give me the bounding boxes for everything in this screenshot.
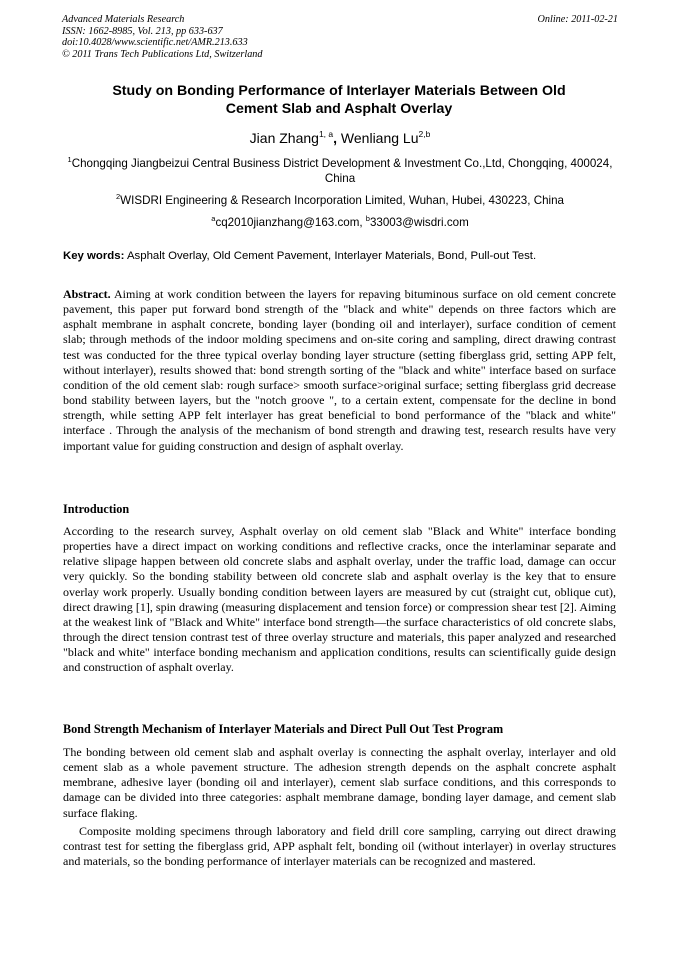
bond-strength-paragraph-2: Composite molding specimens through laboratory and field drill core sampling, carrying out direct drawing contrast test for setting the fiberglass grid, APP asphalt felt, bonding oil (without interlayer) in overlay structures and materials, so the bonding performance of interlayer materials can be recognized and mastered. [63,824,616,869]
keywords-label: Key words: [63,250,125,262]
paper-title [70,82,608,118]
author-2-affiliation-mark: 2,b [418,129,431,139]
author-1: Jian Zhang [249,130,319,146]
abstract [63,287,616,454]
section-heading-introduction: Introduction [63,502,130,516]
keywords-text: Asphalt Overlay, Old Cement Pavement, Interlayer Materials, Bond, Pull-out Test. [124,250,537,262]
affiliation-1-text: Chongqing Jiangbeizui Central Business District Development & Investment Co.,Ltd, Chongqing, 400024, China [71,157,613,186]
email-b-mark: b [365,214,370,223]
affiliation-2 [62,193,618,208]
author-emails [62,215,618,230]
journal-name: Advanced Materials Research [62,14,185,25]
abstract-text: Aiming at work condition between the layers for repaving bituminous surface on old cement concrete pavement, this paper put forward bond strength of the "black and white" depends on three factors which are asphalt membrane in asphalt concrete, bonding layer (bonding oil and interlayer), surface condition of cement slab; through methods of the indoor molding specimens and on-site coring and sampling, direct drawing contrast test was conducted for the three typical overlay bonding layer structure (setting fiberglass grid, setting APP felt, without interlayer), results showed that: bond strength sorting of the "black and white" interface based on surface condition of the old cement slab: rough surface> smooth surface>original surface; setting fiberglass grid decrease bond stability between layers, but the "notch groove ", to a certain extent, compensate for the decline in bond strength, while setting APP felt interlayer has great beneficial to bond performance of the "black and white" interface . Through the analysis of the mechanism of bond strength and drawing test, research results have very important value for guiding construction and design of asphalt overlay. [63,287,616,453]
bond-strength-paragraph-1: The bonding between old cement slab and asphalt overlay is connecting the asphalt overlay, interlayer and old cement slab as a whole pavement structure. The adhesion strength depends on the asphalt concrete asphalt membrane, adhesive layer (bonding oil and interlayer), cement slab surface conditions, and this corresponds to damage can be divided into three categories: asphalt membrane damage, bonding layer damage, and cement slab surface flaking. [63,745,616,820]
email-a-mark: a [211,214,216,223]
issn-line: ISSN: 1662-8985, Vol. 213, pp 633-637 [62,25,223,37]
introduction-paragraph: According to the research survey, Asphalt overlay on old cement slab "Black and White" interface bonding properties have a direct impact on working conditions and reflective cracks, once the interlaminar separate and relative slipage happen between old concrete slabs and asphalt overlay, under the traffic load, damage can occur very quickly. So the bonding stability between old concrete slab and asphalt overlay is the key that to ensure overlay work properly. Usually bonding condition between layers are measured by cut (straight cut, oblique cut), direct drawing [1], spin drawing (measuring displacement and tension force) or compression shear test [2]. Aiming at the weakest link of "Black and White" interface bond strength—the surface characteristics of old concrete slabs, through the direct tension contrast test of three overlay structure and materials, this paper analyzed and researched "black and white" interface bonding mechanism and application conditions, results can scientifically guide design and construction of asphalt overlay. [63,524,616,675]
abstract-label: Abstract. [63,287,111,301]
email-b: 33003@wisdri.com [369,216,469,229]
section-heading-bond-strength: Bond Strength Mechanism of Interlayer Materials and Direct Pull Out Test Program [63,722,504,736]
author-2: Wenliang Lu [340,130,419,146]
journal-header [62,14,618,60]
online-date: Online: 2011-02-21 [537,14,618,25]
affiliation-2-text: WISDRI Engineering & Research Incorporation Limited, Wuhan, Hubei, 430223, China [120,194,564,207]
affiliation-1 [62,156,618,187]
title-line-1: Study on Bonding Performance of Interlayer Materials Between Old [112,83,566,99]
email-a: cq2010jianzhang@163.com, [215,216,366,229]
keywords [63,249,619,264]
copyright-line: © 2011 Trans Tech Publications Ltd, Switzerland [62,48,263,60]
title-line-2: Cement Slab and Asphalt Overlay [225,101,453,117]
affiliation-2-mark: 2 [116,192,121,201]
author-1-affiliation-mark: 1, a [318,129,334,139]
author-separator: , [333,130,341,146]
affiliation-1-mark: 1 [67,155,72,164]
doi-line: doi:10.4028/www.scientific.net/AMR.213.633 [62,37,248,49]
author-list [62,129,618,147]
